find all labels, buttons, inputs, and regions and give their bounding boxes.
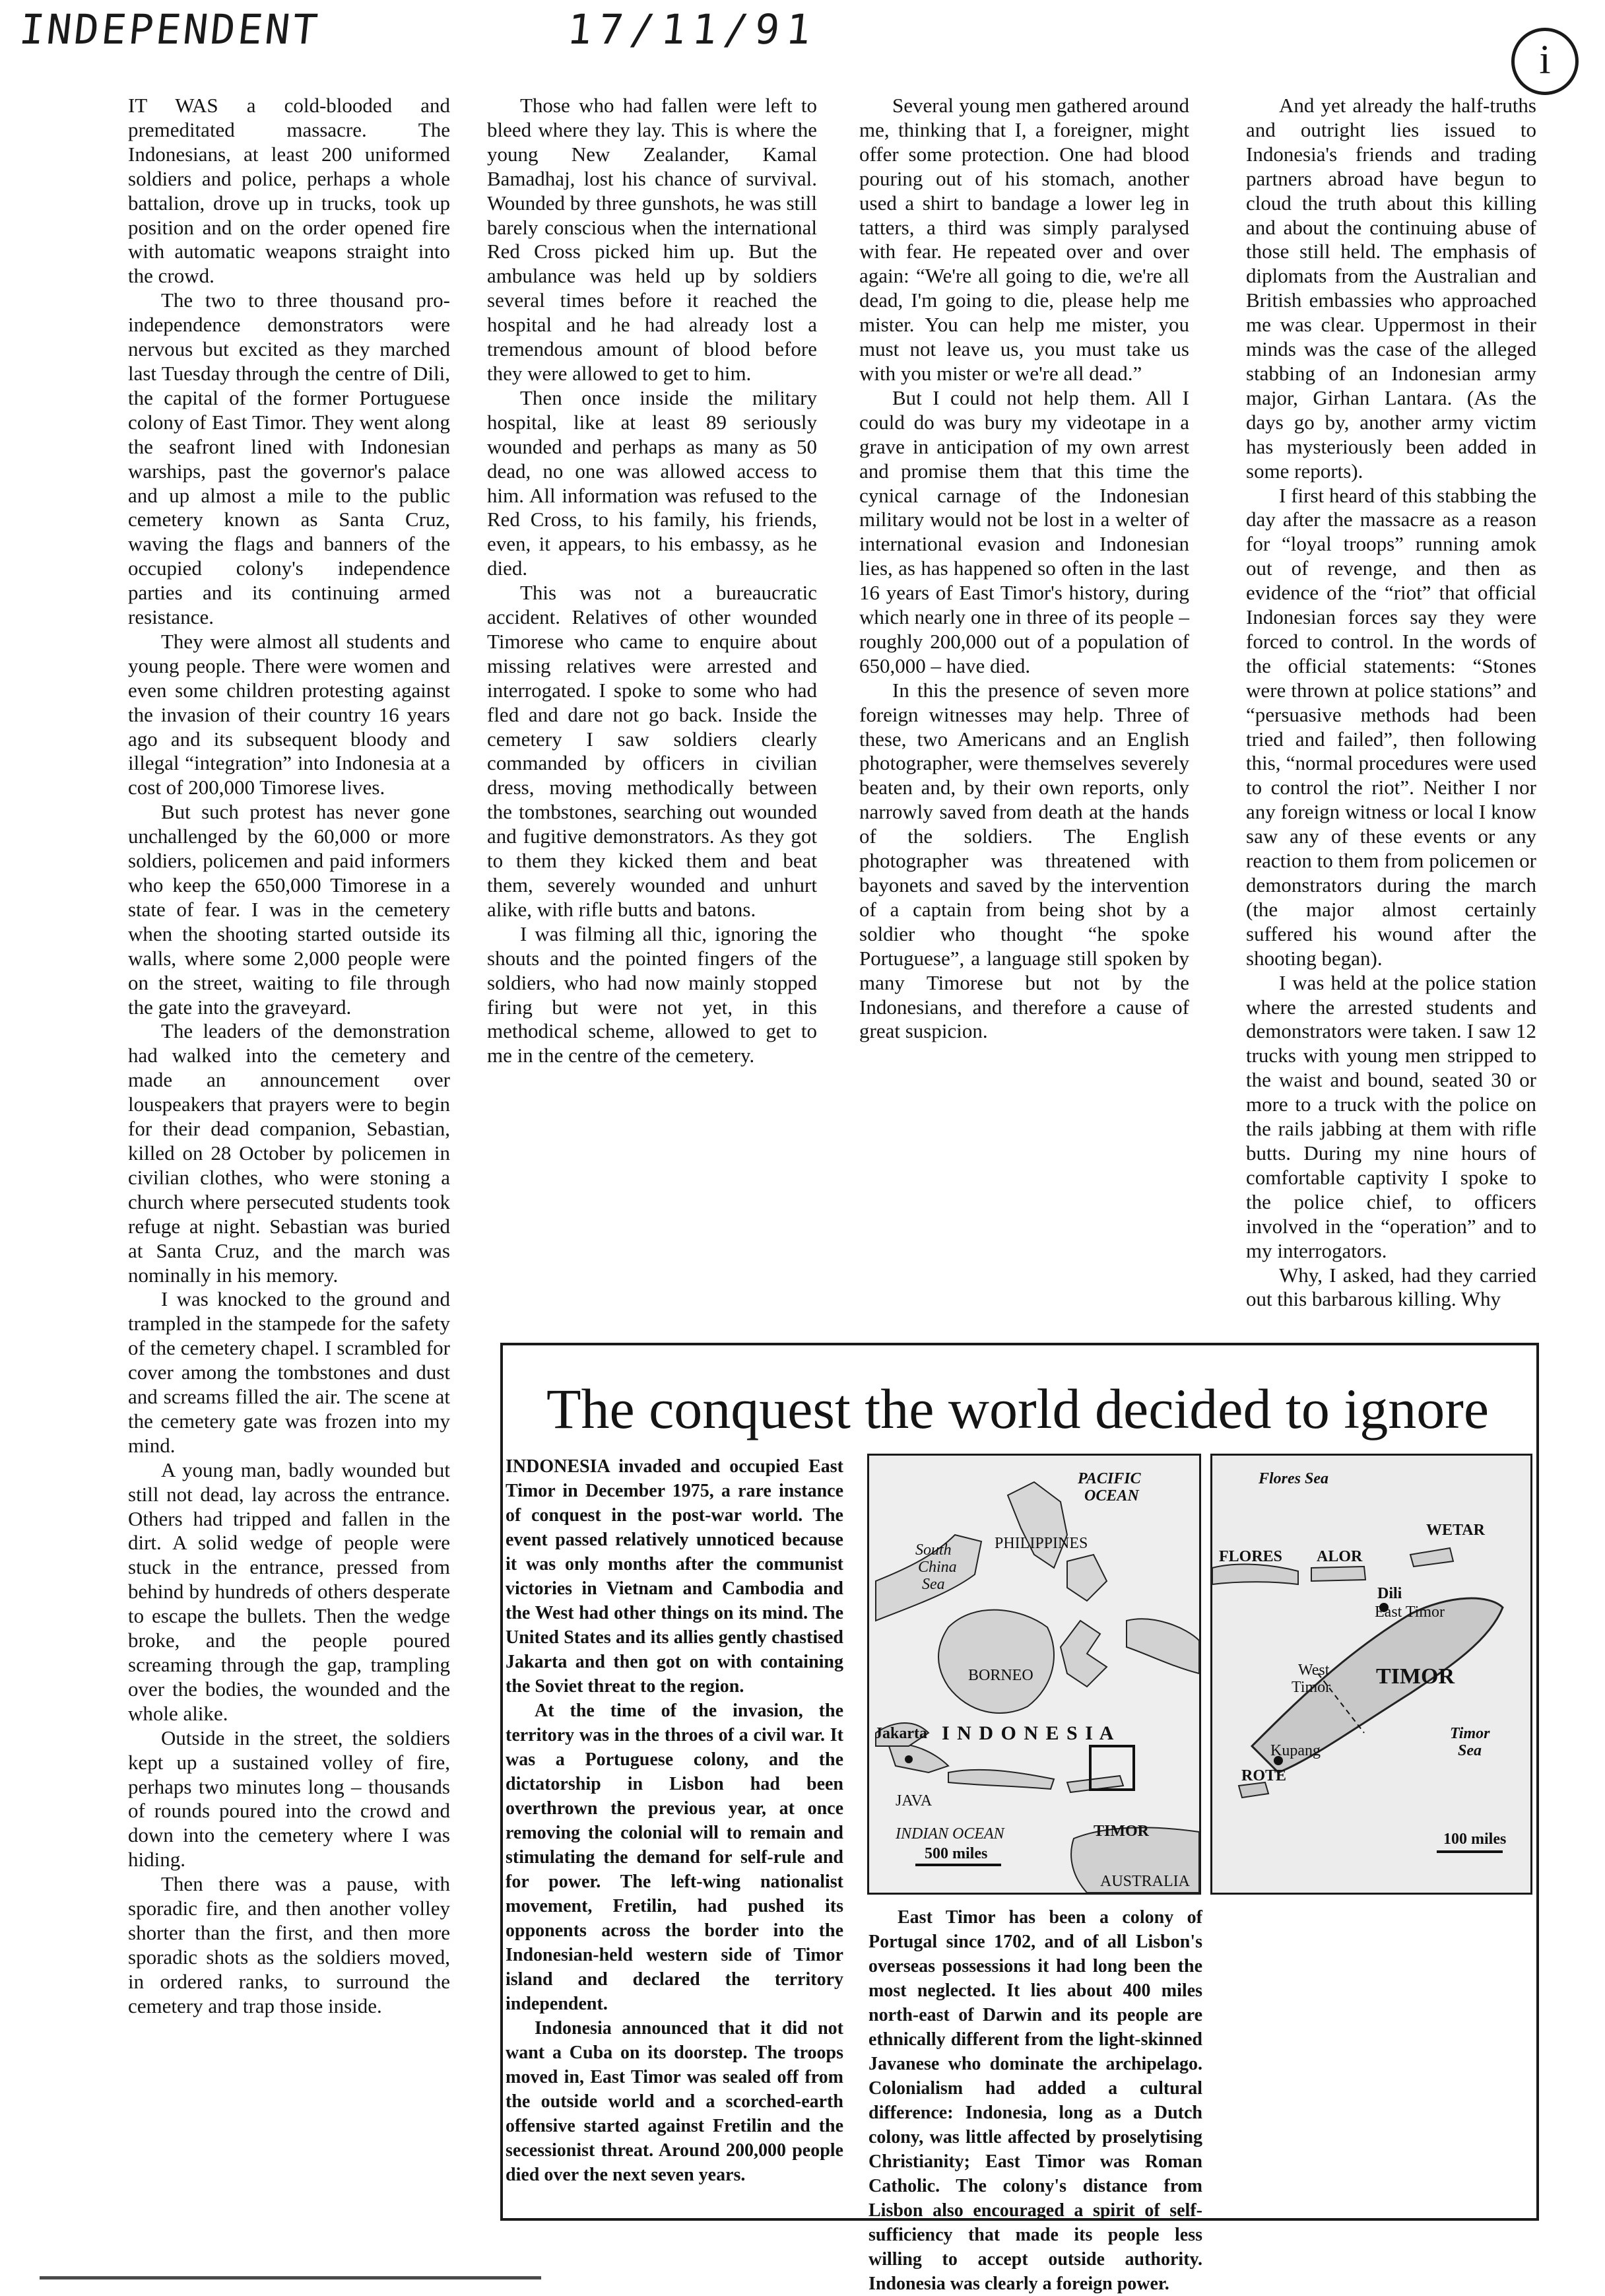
map-label: East Timor (1375, 1604, 1445, 1621)
article-paragraph: A young man, badly wounded but still not dead, lay across the entrance. Others had tripped and fallen in the dirt. A solid wedge of people were stuck in the entrance, pressed from behind by hundreds of others desperate to escape the bullets. Then the wedge broke, and the people poured screaming through the gap, trampling over the bodies, the wounded and the whole alike. (128, 1458, 450, 1725)
sidebar-headline: The conquest the world decided to ignore (546, 1377, 1490, 1440)
map-label: 500 miles (925, 1845, 988, 1862)
map-label: Dili (1377, 1585, 1402, 1602)
sidebar-column-1 (506, 1454, 843, 2213)
article-paragraph: And yet already the half-truths and outright lies issued to Indonesia's friends and trading partners abroad have begun to cloud the truth about this killing and about the continuing abuse of those still held. The emphasis of diplomats from the Australian and British embassies who approached me was clear. Uppermost in their minds was the case of the alleged stabbing of an Indonesian army major, Girhan Lantara. (As the days go by, another army victim has mysteriously been added in some reports). (1246, 94, 1536, 483)
article-column-2 (487, 94, 817, 1312)
article-paragraph: I was held at the police station where the arrested students and demonstrators were taken. I saw 12 trucks with young men stripped to the waist and bound, seated 30 or more to a truck with the police on the rails jabbing at them with rifle butts. During my nine hours of comfortable captivity I spoke to the police chief, to officers involved in the “operation” and to my interrogators. (1246, 970, 1536, 1262)
sidebar-paragraph: East Timor has been a colony of Portugal since 1702, and of all Lisbon's overseas possessions it had long been the most neglected. It lies about 400 miles north-east of Darwin and its people are ethnically different from the light-skinned Javanese who dominate the archipelago. Colonialism had added a cultural difference: Indonesia, long as a Dutch colony, was little affected by proselytising Christianity; East Timor was Roman Catholic. The colony's distance from Lisbon also encouraged a spirit of self-sufficiency that made its people less willing to accept outside authority. Indonesia was clearly a foreign power. (868, 1907, 1202, 2294)
map-label: China (918, 1559, 957, 1576)
map-label: ALOR (1317, 1548, 1363, 1565)
map-label: PACIFIC (1078, 1470, 1141, 1487)
article-paragraph: The two to three thousand pro-independence demonstrators were nervous but excited as they marched last Tuesday through the centre of Dili, the capital of the former Portuguese colony of East Timor. They went along the seafront lined with Indonesian warships, past the governor's palace and up almost a mile to the public cemetery known as Santa Cruz, waving the flags and banners of the occupied colony's independence parties and its continuing armed resistance. (128, 288, 450, 629)
map-label: Timor (1292, 1679, 1331, 1696)
article-paragraph: This was not a bureaucratic accident. Relatives of other wounded Timorese who came to enquire about missing relatives were arrested and interrogated. I spoke to some who had fled and dare not go back. Inside the cemetery I saw soldiers clearly commanded by officers in civilian dress, moving methodically between the tombstones, searching out wounded and fugitive demonstrators. As they got to them they kicked them and beat them, severely wounded and unhurt alike, with rifle butts and batons. (487, 581, 817, 921)
article-paragraph: But such protest has never gone unchallenged by the 60,000 or more soldiers, policemen and paid informers who keep the 650,000 Timorese in a state of fear. I was in the cemetery when the shooting started outside its walls, where some 2,000 people were on the street, waiting to file through the gate into the graveyard. (128, 800, 450, 1019)
map-label: JAVA (896, 1792, 933, 1809)
timor-detail-map (1210, 1454, 1532, 1895)
scan-smudge (40, 2276, 541, 2279)
map-label: INDIAN OCEAN (896, 1825, 1004, 1842)
map-label: ROTE (1241, 1767, 1287, 1784)
map-label: TIMOR (1094, 1823, 1149, 1840)
sidebar-paragraph: Indonesia announced that it did not want a Cuba on its doorstep. The troops moved in, East Timor was sealed off from the outside world and a scorched-earth offensive started against Fretilin and the secessionist threat. Around 200,000 people died over the next seven years. (506, 2018, 843, 2185)
article-column-3 (859, 94, 1189, 1312)
sidebar-column-3 (1214, 1905, 1534, 2215)
article-paragraph: I was knocked to the ground and trampled in the stampede for the safety of the cemetery chapel. I scrambled for cover among the tombstones and dust and screams filled the air. The scene at the cemetery gate was frozen into my mind. (128, 1287, 450, 1457)
article-paragraph: Those who had fallen were left to bleed where they lay. This is where the young New Zealander, Kamal Bamadhaj, lost his chance of survival. Wounded by three gunshots, he was still barely conscious when the international Red Cross picked him up. But the ambulance was held up by soldiers several times before it reached the hospital and he had already lost a tremendous amount of blood before they were allowed to get to him. (487, 94, 817, 385)
article-column-4 (1246, 94, 1536, 1312)
map-label: FLORES (1219, 1548, 1283, 1565)
map-label: BORNEO (968, 1667, 1033, 1684)
map-label: TIMOR (1376, 1664, 1455, 1689)
map-label: Sea (1458, 1742, 1482, 1759)
article-paragraph: Why, I asked, had they carried out this barbarous killing. Why (1246, 1263, 1536, 1311)
article-paragraph: They were almost all students and young people. There were women and even some children protesting against the invasion of their country 16 years ago and its subsequent bloody and illegal “integration” into Indonesia at a cost of 200,000 Timorese lives. (128, 629, 450, 799)
map-label: WETAR (1426, 1522, 1485, 1539)
region-map (867, 1454, 1201, 1895)
article-paragraph: But I could not help them. All I could do was bury my videotape in a grave in anticipation of my own arrest and promise them that this time the cynical carnage of the Indonesian military would not be lost in a welter of international evasion and Indonesian lies, as has happened so often in the last 16 years of East Timor's history, during which nearly one in three of its people – roughly 200,000 out of a population of 650,000 – have died. (859, 386, 1189, 677)
map-label: Sea (922, 1576, 945, 1593)
article-paragraph: Then once inside the military hospital, like at least 89 seriously wounded and perhaps as many as 50 dead, no one was allowed access to him. All information was refused to the Red Cross, to his family, his friends, even, it appears, to his embassy, as he died. (487, 386, 817, 580)
map-label: I N D O N E S I A (942, 1722, 1115, 1744)
sidebar-paragraph: INDONESIA invaded and occupied East Timor in December 1975, a rare instance of conquest in the post-war world. The event passed relatively unnoticed because it was only months after the communist victories in Vietnam and Cambodia and the West had other things on its mind. The United States and its allies gently chastised Jakarta and then got on with containing the Soviet threat to the region. (506, 1456, 843, 1697)
map-label: Kupang (1270, 1742, 1321, 1759)
handwritten-date: 17/11/91 (565, 5, 820, 53)
article-column-1 (128, 94, 450, 2252)
sidebar-box (500, 1343, 1539, 2294)
map-label: AUSTRALIA (1100, 1873, 1190, 1890)
map-label: West (1298, 1662, 1330, 1679)
map-label: Jakarta (874, 1725, 927, 1742)
page-marker: i (1511, 28, 1579, 95)
handwritten-source-note: INDEPENDENT (17, 5, 323, 53)
map-label: Timor (1450, 1725, 1490, 1742)
article-paragraph: The leaders of the demonstration had walked into the cemetery and made an announcement over louspeakers that prayers were to begin for their dead companion, Sebastian, killed on 28 October by policemen in civilian clothes, who were stoning a church where persecuted students took refuge at night. Sebastian was buried at Santa Cruz, and the march was nominally in his memory. (128, 1019, 450, 1287)
article-paragraph: Outside in the street, the soldiers kept up a sustained volley of fire, perhaps two minutes long – thousands of rounds poured into the crowd and down into the cemetery where I was hiding. (128, 1726, 450, 1872)
sidebar-column-2 (868, 1905, 1202, 2294)
article-paragraph: Then there was a pause, with sporadic fire, and then another volley shorter than the first, and then more sporadic shots as the soldiers moved, in ordered ranks, to surround the cemetery and trap those inside. (128, 1872, 450, 2017)
article-paragraph: In this the presence of seven more foreign witnesses may help. Three of these, two Americans and an English photographer, were themselves severely beaten and, by their own reports, only narrowly saved from death at the hands of the soldiers. The English photographer was threatened with bayonets and saved by the intervention of a captain from being shot by a soldier who thought “he spoke Portuguese”, a language still spoken by many Timorese but not by the Indonesians, and therefore a cause of great suspicion. (859, 678, 1189, 1043)
article-paragraph: Several young men gathered around me, thinking that I, a foreigner, might offer some protection. One had blood pouring out of his stomach, another used a shirt to bandage a lower leg in tatters, a third was simply paralysed with fear. He repeated over and over again: “We're all going to die, we're all dead, I'm going to die, please help me mister. You can help me mister, you must not leave us, you must take us with you mister or we're all dead.” (859, 94, 1189, 385)
map-label: OCEAN (1084, 1487, 1139, 1504)
map-label: South (915, 1541, 952, 1559)
article-paragraph: IT WAS a cold-blooded and premeditated massacre. The Indonesians, at least 200 uniformed soldiers and police, perhaps a whole battalion, drove up in trucks, took up position and on the order opened fire with automatic weapons straight into the crowd. (128, 94, 450, 288)
map-label: Flores Sea (1259, 1470, 1329, 1487)
map-label: 100 miles (1443, 1831, 1507, 1848)
article-paragraph: I was filming all thic, ignoring the shouts and the pointed fingers of the soldiers, who had now mainly stopped firing but were not yet, in this methodical scheme, allowed to get to me in the centre of the cemetery. (487, 922, 817, 1067)
article-paragraph: I first heard of this stabbing the day after the massacre as a reason for “loyal troops” running amok out of revenge, and then as evidence of the “riot” that official Indonesian forces say they were forced to control. In the words of the official statements: “Stones were thrown at police stations” and “persuasive methods had been tried and failed”, then following this, “normal procedures were used to control the riot”. Neither I nor any foreign witness or local I know saw any of these events or any reaction to them from policemen or demonstrators during the march (the major almost certainly suffered his wound after the shooting began). (1246, 483, 1536, 970)
map-label: PHILIPPINES (995, 1535, 1088, 1552)
sidebar-paragraph: At the time of the invasion, the territory was in the throes of a civil war. It was a Portuguese colony, and the dictatorship in Lisbon had been overthrown the previous year, at once removing the colonial will to remain and stimulating the demand for self-rule and for power. The left-wing nationalist movement, Fretilin, had pushed its opponents across the border into the Indonesian-held western side of Timor island and declared the territory independent. (506, 1701, 843, 2014)
